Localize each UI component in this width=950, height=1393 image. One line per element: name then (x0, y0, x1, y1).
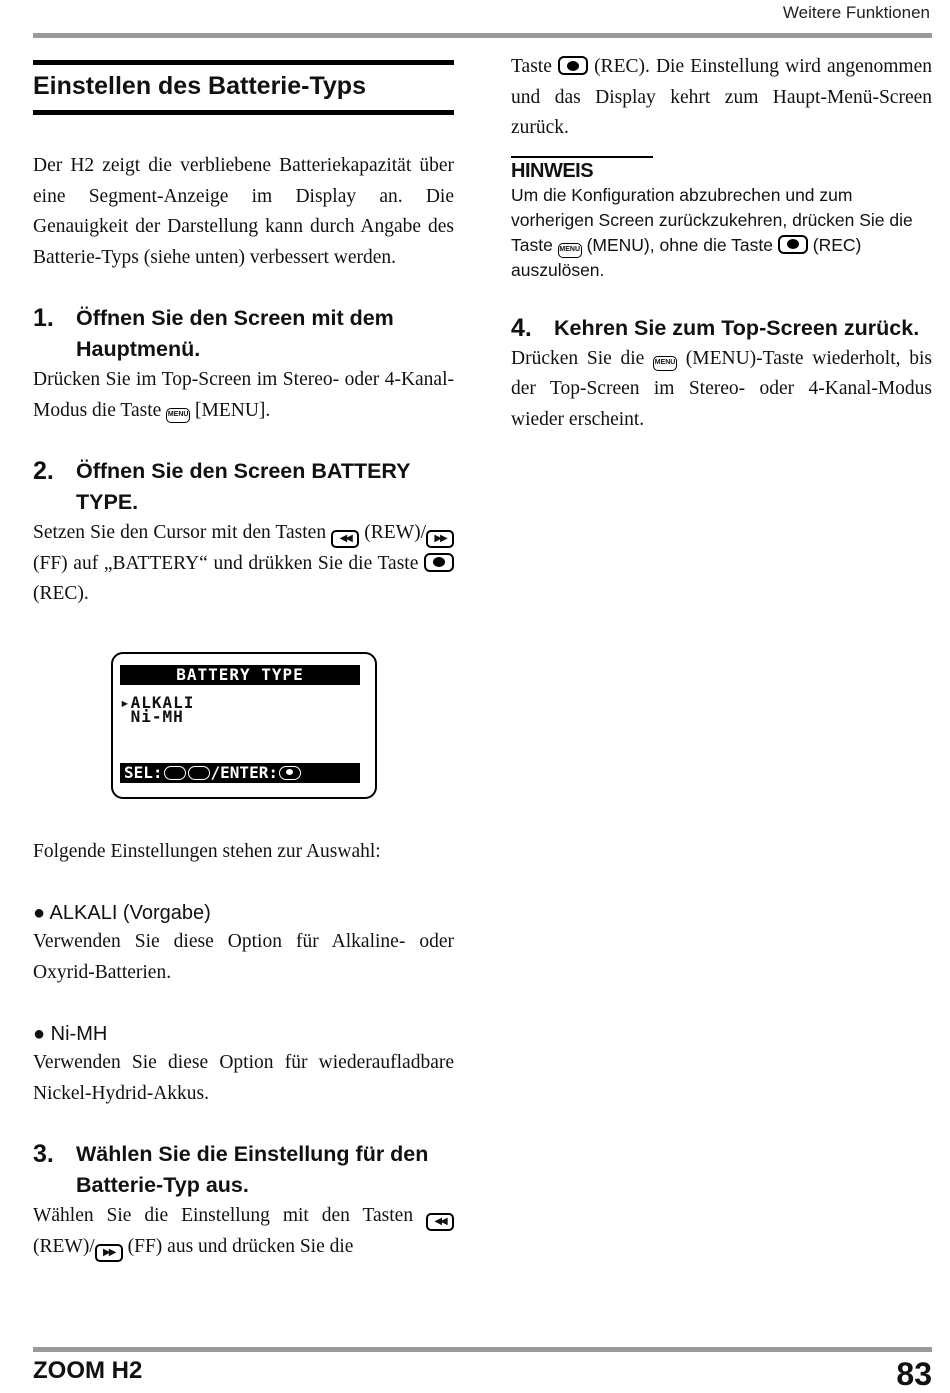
step-4-title: Kehren Sie zum Top-Screen zurück. (554, 315, 920, 340)
footer-product: ZOOM H2 (33, 1357, 143, 1384)
step-3-title: Wählen Sie die Einstellung für den Batterie-Typ aus. (76, 1142, 429, 1197)
lcd-title-bar: BATTERY TYPE (120, 665, 360, 685)
option-alkali-heading: ● ALKALI (Vorgabe) (33, 902, 211, 924)
step-3-continuation: Taste (REC). Die Einstellung wird angenommen und das Display kehrt zum Haupt-Menü-Screen zurück. (511, 56, 932, 138)
option-nimh-description: Verwenden Sie diese Option für wiederaufladbare Nickel-Hydrid-Akkus. (33, 1052, 454, 1104)
menu-key-icon: MENU (558, 243, 582, 258)
running-header: Weitere Funktionen (782, 3, 930, 22)
step-3-number: 3. (33, 1140, 54, 1168)
step-1-text: Drücken Sie im Top-Screen im Stereo- oder 4-Kanal-Modus die Taste MENU [MENU]. (33, 369, 454, 421)
step-3-text: Wählen Sie die Einstellung mit den Tasten ◀◀ (REW)/ ▶▶ (FF) aus und drücken Sie die (33, 1201, 454, 1262)
intro-paragraph: Der H2 zeigt die verbliebene Batteriekapazität über eine Segment-Anzeige im Display an. Die Genauigkeit der Darstellung kann durch Angabe des Batterie-Typs (siehe unten) verbessert werden. (33, 155, 454, 268)
lcd-option-alkali: ▸ALKALI (120, 692, 195, 712)
menu-key-icon: MENU (653, 356, 677, 371)
lcd-ff-icon (188, 766, 210, 780)
page-number: 83 (896, 1356, 932, 1392)
top-rule (33, 33, 932, 38)
menu-key-icon: MENU (166, 408, 190, 423)
step-2-title: Öffnen Sie den Screen BATTERY TYPE. (76, 459, 411, 514)
lcd-option-nimh: Ni-MH (120, 706, 184, 726)
options-intro: Folgende Einstellungen stehen zur Auswahl: (33, 840, 381, 862)
bullet-icon: ● (33, 902, 46, 924)
bullet-icon: ● (33, 1023, 46, 1045)
step-2-heading (33, 456, 454, 518)
step-4-text: Drücken Sie die MENU (MENU)-Taste wiederholt, bis der Top-Screen im Stereo- oder 4-Kanal-Modus wieder erscheint. (511, 347, 932, 430)
step-2-text: Setzen Sie den Cursor mit den Tasten ◀◀ (REW)/ ▶▶ (FF) auf „BATTERY“ und drükken Sie die Taste (REC). (33, 518, 454, 610)
rec-key-icon (778, 235, 808, 254)
ff-key-icon: ▶▶ (95, 1244, 123, 1262)
right-column (511, 52, 932, 435)
lcd-rec-icon (279, 766, 301, 780)
lcd-sel-label: SEL: (124, 762, 163, 782)
step-3-heading (33, 1139, 454, 1201)
lcd-rew-icon (164, 766, 186, 780)
section-title: Einstellen des Batterie-Typs (33, 60, 454, 115)
option-nimh-heading: ● Ni-MH (33, 1023, 108, 1045)
rec-key-icon (424, 553, 454, 572)
option-alkali-description: Verwenden Sie diese Option für Alkaline- oder Oxyrid-Batterien. (33, 931, 454, 983)
lcd-enter-label: /ENTER: (210, 762, 278, 782)
lcd-footer-bar (120, 763, 360, 783)
ff-key-icon: ▶▶ (426, 530, 454, 548)
bottom-rule (33, 1347, 932, 1352)
hint-text: Um die Konfiguration abzubrechen und zum vorherigen Screen zurückzukehren, drücken Sie die Taste MENU (MENU), ohne die Taste (REC) auszulösen. (511, 184, 913, 280)
hint-title: HINWEIS (511, 156, 653, 183)
step-1-heading (33, 303, 454, 365)
lcd-screen (111, 652, 377, 799)
step-1-title: Öffnen Sie den Screen mit dem Hauptmenü. (76, 306, 394, 361)
rew-key-icon: ◀◀ (426, 1213, 454, 1231)
step-4-number: 4. (511, 313, 532, 342)
left-column (33, 60, 454, 1262)
step-2-number: 2. (33, 457, 54, 485)
step-4-heading (511, 313, 932, 344)
hint-box (511, 156, 932, 283)
rew-key-icon: ◀◀ (331, 530, 359, 548)
step-1-number: 1. (33, 304, 54, 332)
rec-key-icon (558, 56, 588, 75)
